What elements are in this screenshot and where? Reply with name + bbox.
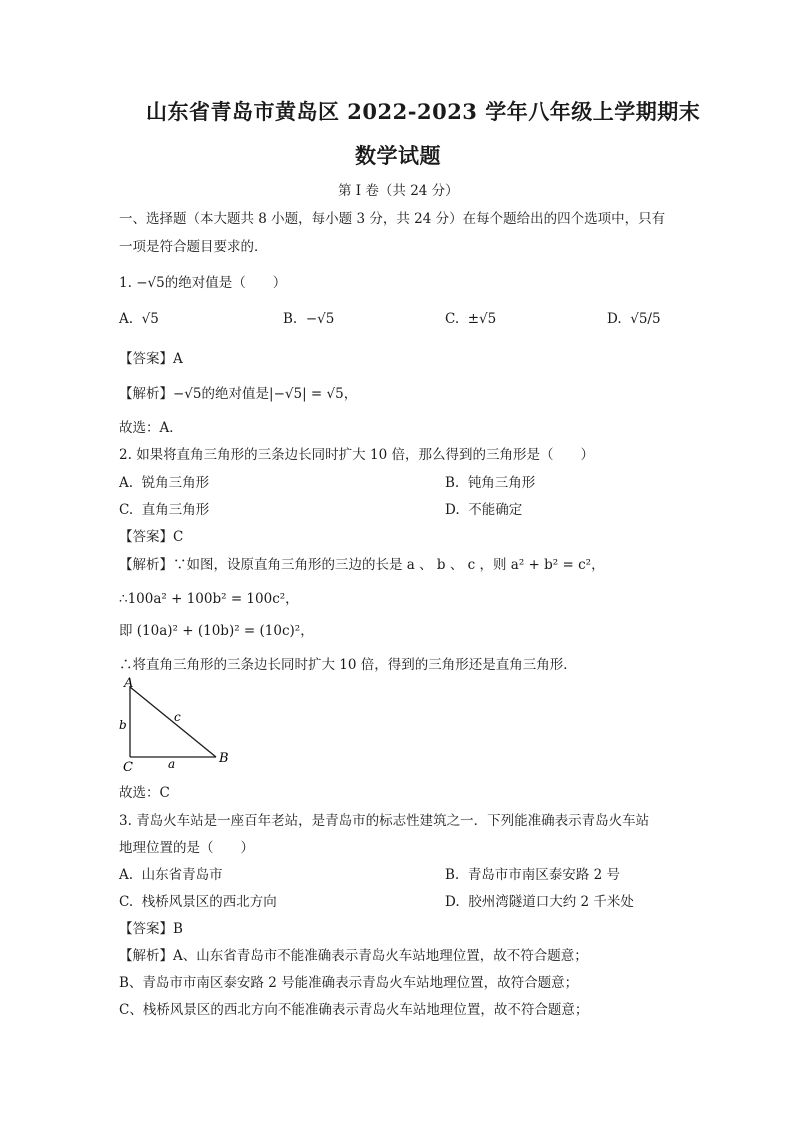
analysis-line: 【解析】∵如图，设原直角三角形的三边的长是 a 、 b 、 c ，则 a² + b² = c²，	[119, 557, 605, 573]
question-3-stem-line2: 地理位置的是（ ）	[119, 840, 254, 856]
option-c: C. 栈桥风景区的西北方向	[119, 894, 277, 910]
question-2-stem: 2. 如果将直角三角形的三条边长同时扩大 10 倍，那么得到的三角形是（ ）	[119, 447, 594, 463]
analysis-line: 【解析】−√5的绝对值是|−√5| = √5，	[119, 386, 358, 402]
question-text: 的绝对值是（ ）	[164, 275, 287, 291]
answer-line: 【答案】B	[119, 921, 183, 937]
question-1-stem	[119, 271, 286, 291]
choice-line: 故选：A．	[119, 420, 183, 436]
section-heading: 第 I 卷（共 24 分）	[338, 183, 459, 199]
choice-line: 故选：C	[119, 785, 170, 801]
page-subtitle: 数学试题	[355, 143, 441, 168]
vertex-b-label: B	[219, 751, 229, 766]
option-b: B. −√5	[283, 311, 335, 327]
analysis-equation-1: ∴100a² + 100b² = 100c²，	[119, 591, 299, 607]
option-b: B. 青岛市市南区泰安路 2 号	[445, 867, 620, 883]
option-c: C. ±√5	[445, 311, 497, 327]
option-d: D. 胶州湾隧道口大约 2 千米处	[445, 894, 634, 910]
side-c	[130, 687, 216, 757]
page-title: 山东省青岛市黄岛区 2022-2023 学年八年级上学期期末	[146, 99, 701, 124]
analysis-line-b: B、青岛市市南区泰安路 2 号能准确表示青岛火车站地理位置，故符合题意；	[119, 975, 579, 991]
answer-line: 【答案】C	[119, 529, 184, 545]
analysis-line-c: C、栈桥风景区的西北方向不能准确表示青岛火车站地理位置，故不符合题意；	[119, 1002, 589, 1018]
right-triangle-figure	[112, 675, 242, 775]
side-b-label: b	[119, 718, 127, 732]
option-d: D. 不能确定	[445, 502, 523, 518]
side-a-label: a	[168, 757, 176, 771]
part-intro-line1: 一、选择题（本大题共 8 小题，每小题 3 分，共 24 分）在每个题给出的四个选项中，只有	[119, 211, 666, 227]
vertex-a-label: A	[124, 676, 134, 691]
option-b: B. 钝角三角形	[445, 475, 536, 491]
analysis-conclusion: ∴将直角三角形的三条边长同时扩大 10 倍，得到的三角形还是直角三角形．	[119, 657, 577, 673]
question-number: 1.	[119, 275, 132, 291]
option-d: D. √5/5	[607, 311, 661, 327]
analysis-line: 【解析】A、山东省青岛市不能准确表示青岛火车站地理位置，故不符合题意；	[119, 948, 588, 964]
side-c-label: c	[174, 710, 181, 724]
math-expression: −√5	[136, 275, 165, 291]
option-a: A. 锐角三角形	[119, 475, 210, 491]
option-a: A. 山东省青岛市	[119, 867, 223, 883]
answer-line: 【答案】A	[119, 351, 183, 367]
question-3-stem: 3. 青岛火车站是一座百年老站，是青岛市的标志性建筑之一．下列能准确表示青岛火车站	[119, 813, 650, 829]
option-c: C. 直角三角形	[119, 502, 210, 518]
part-intro-line2: 一项是符合题目要求的．	[119, 239, 268, 255]
analysis-equation-2: 即 (10a)² + (10b)² = (10c)²，	[119, 623, 314, 639]
option-a: A. √5	[119, 311, 159, 327]
vertex-c-label: C	[123, 760, 133, 775]
